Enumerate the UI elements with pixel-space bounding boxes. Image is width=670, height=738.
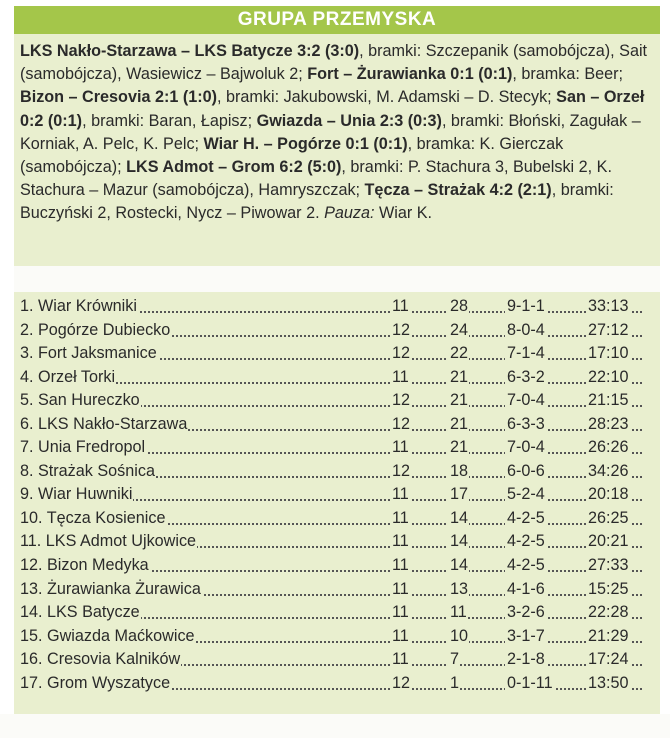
win-draw-loss: 3-1-7 — [507, 626, 545, 645]
page-bottom — [0, 714, 670, 738]
games-played: 11 — [392, 367, 409, 386]
points: 21 — [450, 367, 469, 386]
goal-ratio: 22:10 — [588, 367, 629, 386]
games-played: 11 — [392, 579, 409, 598]
table-row — [20, 600, 650, 624]
goal-ratio: 21:29 — [588, 626, 629, 645]
match-results — [20, 40, 656, 226]
match-score: LKS Nakło-Starzawa – LKS Batycze 3:2 (3:0) — [20, 42, 360, 60]
points: 14 — [450, 556, 469, 575]
team-name: 4. Orzeł Torki — [20, 367, 116, 386]
table-row — [20, 365, 650, 389]
goal-ratio: 13:50 — [588, 673, 629, 692]
points: 28 — [450, 297, 469, 315]
match-scorers: , bramki: Jakubowski, M. Adamski – D. Stecyk; — [217, 88, 557, 107]
games-played: 11 — [392, 532, 409, 551]
games-played: 11 — [392, 297, 409, 315]
pause-label: Pauza: — [324, 204, 375, 223]
team-name: 1. Wiar Krówniki — [20, 297, 137, 315]
points: 21 — [450, 438, 469, 457]
table-row — [20, 647, 650, 671]
win-draw-loss: 0-1-11 — [507, 673, 553, 692]
team-name: 6. LKS Nakło-Starzawa — [20, 414, 188, 433]
win-draw-loss: 4-1-6 — [507, 579, 545, 598]
table-row — [20, 553, 650, 577]
goal-ratio: 27:12 — [588, 320, 629, 339]
team-name: 8. Strażak Sośnica — [20, 461, 155, 480]
games-played: 11 — [392, 485, 409, 504]
games-played: 12 — [392, 344, 411, 363]
match-scorers: , bramki: Buczyński 2, Rostecki, Nycz – Piwowar 2. — [20, 181, 614, 223]
match-scorers: , bramka: Beer; — [512, 65, 624, 84]
win-draw-loss: 2-1-8 — [507, 650, 545, 669]
games-played: 11 — [392, 650, 409, 669]
table-row — [20, 318, 650, 342]
points: 13 — [450, 579, 469, 598]
match-score: Bizon – Cresovia 2:1 (1:0) — [20, 88, 218, 107]
team-name: 11. LKS Admot Ujkowice — [20, 532, 197, 551]
points: 22 — [450, 344, 469, 363]
games-played: 11 — [392, 438, 409, 457]
win-draw-loss: 4-2-5 — [507, 532, 545, 551]
points: 21 — [450, 391, 469, 410]
table-row — [20, 529, 650, 553]
table-row — [20, 671, 650, 695]
match-score: Fort – Żurawianka 0:1 (0:1) — [307, 65, 513, 84]
group-title: GRUPA PRZEMYSKA — [14, 6, 660, 34]
win-draw-loss: 9-1-1 — [507, 297, 545, 315]
goal-ratio: 26:26 — [588, 438, 629, 457]
win-draw-loss: 7-1-4 — [507, 344, 545, 363]
team-name: 9. Wiar Huwniki — [20, 485, 133, 504]
table-row — [20, 459, 650, 483]
goal-ratio: 21:15 — [588, 391, 629, 410]
team-name: 12. Bizon Medyka — [20, 556, 149, 575]
match-scorers: Wiar K. — [374, 204, 433, 223]
team-name: 17. Grom Wyszatyce — [20, 673, 171, 692]
goal-ratio: 22:28 — [588, 603, 629, 622]
match-score: LKS Admot – Grom 6:2 (5:0) — [126, 158, 342, 177]
goal-ratio: 20:18 — [588, 485, 629, 504]
team-name: 16. Cresovia Kalników — [20, 650, 181, 669]
match-scorers: , bramki: Szczepanik (samobójcza), Sait (samobójcza), Wasiewicz – Bajwoluk 2; — [20, 42, 648, 84]
separator — [14, 266, 660, 292]
win-draw-loss: 4-2-5 — [507, 508, 545, 527]
points: 14 — [450, 532, 469, 551]
games-played: 12 — [392, 673, 411, 692]
standings-table — [20, 294, 650, 694]
points: 10 — [450, 626, 469, 645]
match-scorers: , bramki: Błoński, Zagułak – Korniak, A. Pelc, K. Pelc; — [20, 111, 641, 153]
goal-ratio: 17:10 — [588, 344, 629, 363]
match-scorers: , bramki: Baran, Łapisz; — [82, 111, 257, 130]
win-draw-loss: 7-0-4 — [507, 391, 545, 410]
match-score: Wiar H. – Pogórze 0:1 (0:1) — [203, 134, 408, 153]
table-row — [20, 388, 650, 412]
team-name: 14. LKS Batycze — [20, 603, 140, 622]
win-draw-loss: 4-2-5 — [507, 556, 545, 575]
team-name: 13. Żurawianka Żurawica — [20, 579, 201, 598]
win-draw-loss: 6-3-3 — [507, 414, 545, 433]
points: 14 — [450, 508, 469, 527]
match-score: San – Orzeł 0:2 (0:1) — [20, 88, 645, 130]
table-row — [20, 435, 650, 459]
games-played: 12 — [392, 391, 411, 410]
goal-ratio: 17:24 — [588, 650, 629, 669]
leader-dots — [24, 382, 642, 384]
points: 7 — [450, 650, 460, 669]
team-name: 10. Tęcza Kosienice — [20, 508, 166, 527]
team-name: 3. Fort Jaksmanice — [20, 344, 157, 363]
points: 24 — [450, 320, 469, 339]
match-scorers: , bramka: K. Gierczak (samobójcza); — [20, 134, 564, 177]
match-score: Tęcza – Strażak 4:2 (2:1) — [364, 181, 552, 200]
goal-ratio: 27:33 — [588, 556, 629, 575]
win-draw-loss: 3-2-6 — [507, 603, 545, 622]
win-draw-loss: 8-0-4 — [507, 320, 545, 339]
points: 11 — [450, 603, 467, 622]
team-name: 2. Pogórze Dubiecko — [20, 320, 171, 339]
points: 1 — [450, 673, 460, 692]
goal-ratio: 26:25 — [588, 508, 629, 527]
goal-ratio: 20:21 — [588, 532, 629, 551]
points: 21 — [450, 414, 469, 433]
table-row — [20, 412, 650, 436]
goal-ratio: 28:23 — [588, 414, 629, 433]
table-row — [20, 294, 650, 318]
points: 18 — [450, 461, 469, 480]
team-name: 7. Unia Fredropol — [20, 438, 146, 457]
table-row — [20, 624, 650, 648]
points: 17 — [450, 485, 469, 504]
games-played: 12 — [392, 320, 411, 339]
win-draw-loss: 5-2-4 — [507, 485, 545, 504]
games-played: 11 — [392, 626, 409, 645]
goal-ratio: 33:13 — [588, 297, 629, 315]
match-scorers: , bramki: P. Stachura 3, Bubelski 2, K. Stachura – Mazur (samobójcza), Hamryszczak; — [20, 158, 612, 200]
win-draw-loss: 7-0-4 — [507, 438, 545, 457]
win-draw-loss: 6-0-6 — [507, 461, 545, 480]
win-draw-loss: 6-3-2 — [507, 367, 545, 386]
table-row — [20, 506, 650, 530]
games-played: 11 — [392, 508, 409, 527]
team-name: 5. San Hureczko — [20, 391, 140, 410]
games-played: 12 — [392, 414, 411, 433]
games-played: 11 — [392, 556, 409, 575]
goal-ratio: 15:25 — [588, 579, 629, 598]
goal-ratio: 34:26 — [588, 461, 629, 480]
table-row — [20, 482, 650, 506]
match-score: Gwiazda – Unia 2:3 (0:3) — [256, 111, 442, 130]
games-played: 11 — [392, 603, 409, 622]
team-name: 15. Gwiazda Maćkowice — [20, 626, 195, 645]
games-played: 12 — [392, 461, 411, 480]
table-row — [20, 341, 650, 365]
table-row — [20, 577, 650, 601]
